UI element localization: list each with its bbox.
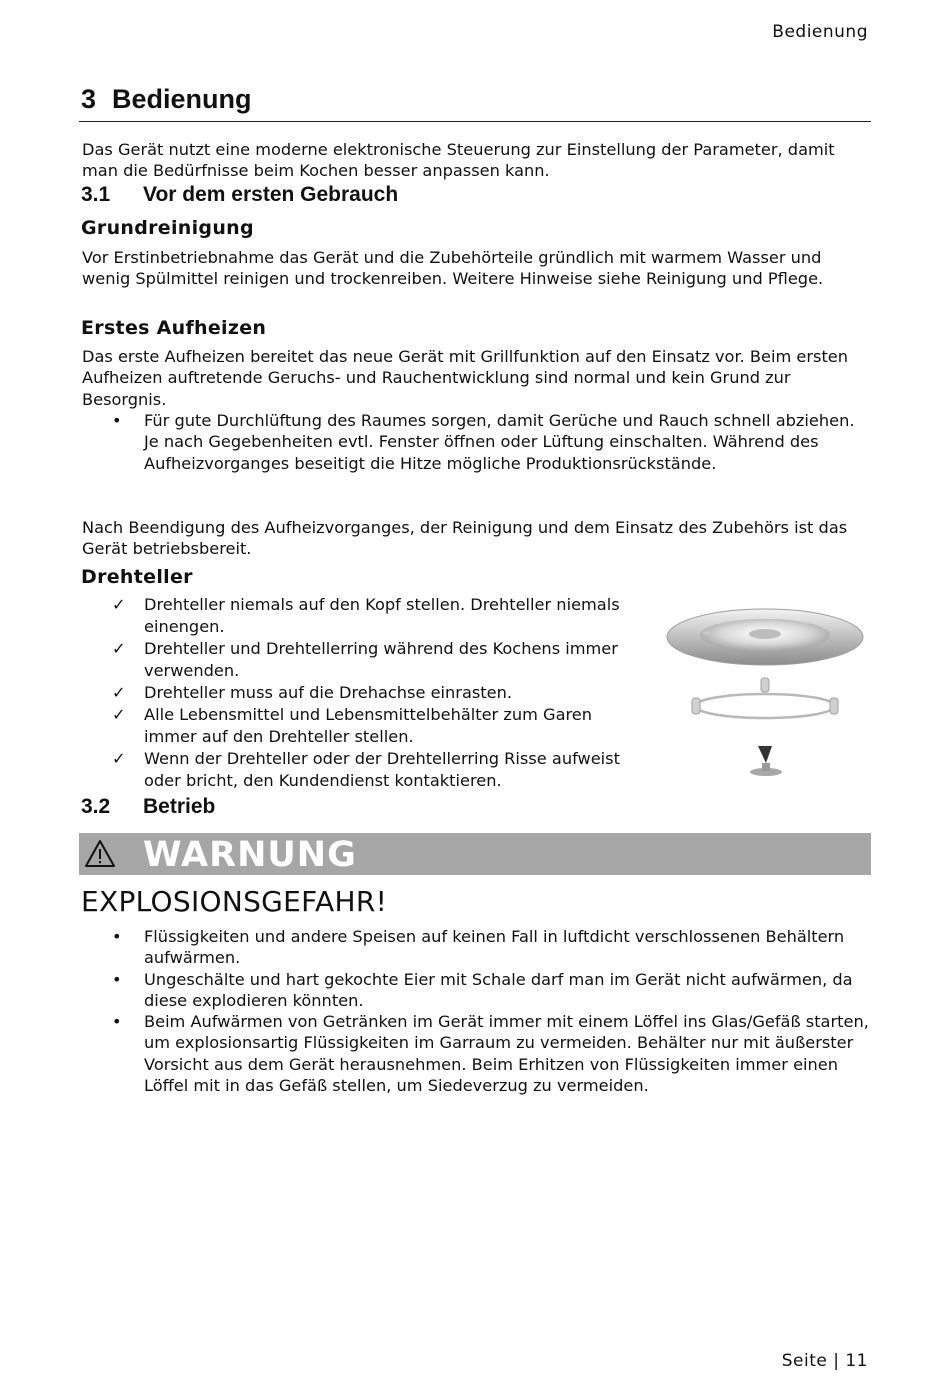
grundreinigung-text: Vor Erstinbetriebnahme das Gerät und die Zubehörteile gründlich mit warmem Wasser und wenig Spülmittel reinigen und trockenreiben. Weitere Hinweise siehe Reinigung und Pflege. [82, 248, 824, 289]
section-number: 3.2 [81, 795, 111, 818]
check-icon: ✓ [112, 749, 126, 768]
warning-label: WARNUNG [143, 835, 357, 875]
section-3-2-heading [81, 795, 215, 819]
check-icon: ✓ [112, 639, 126, 658]
glass-plate-icon [667, 609, 863, 665]
drehteller-heading: Drehteller [81, 566, 193, 588]
aufheizen-heading: Erstes Aufheizen [81, 317, 267, 339]
chapter-title: Bedienung [112, 84, 252, 114]
page-footer: Seite | 11 [781, 1351, 868, 1371]
chapter-number: 3 [81, 84, 97, 114]
list-item: ✓ Drehteller niemals auf den Kopf stellen. Drehteller niemals einengen. [112, 595, 620, 636]
aufheizen-bullet-list [82, 410, 872, 474]
drehteller-check-list [82, 594, 642, 792]
list-item: • Flüssigkeiten und andere Speisen auf keinen Fall in luftdicht verschlossenen Behältern aufwärmen. [82, 926, 872, 969]
list-item: ✓ Drehteller muss auf die Drehachse einrasten. [112, 683, 513, 702]
drive-shaft-icon [750, 746, 782, 776]
check-icon: ✓ [112, 705, 126, 724]
turntable-illustration [660, 600, 870, 785]
list-item: ✓ Drehteller und Drehtellerring während des Kochens immer verwenden. [112, 639, 618, 680]
list-item: ✓ Alle Lebensmittel und Lebensmittelbehälter zum Garen immer auf den Drehteller stellen. [112, 705, 593, 746]
roller-ring-icon [692, 678, 838, 718]
list-item: • Für gute Durchlüftung des Raumes sorgen, damit Gerüche und Rauch schnell abziehen. Je nach Gegebenheiten evtl. Fenster öffnen oder Lüftung einschalten. Während des Aufheizvorganges beseitigt die Hitze mögliche Produktionsrückstände. [82, 410, 872, 474]
grundreinigung-heading: Grundreinigung [81, 217, 254, 239]
aufheizen-after-text: Nach Beendigung des Aufheizvorganges, der Reinigung und dem Einsatz des Zubehörs ist das Gerät betriebsbereit. [82, 518, 848, 559]
list-item: • Ungeschälte und hart gekochte Eier mit Schale darf man im Gerät nicht aufwärmen, da diese explodieren könnten. [82, 969, 872, 1012]
check-icon: ✓ [112, 683, 126, 702]
aufheizen-text: Das erste Aufheizen bereitet das neue Gerät mit Grillfunktion auf den Einsatz vor. Beim ersten Aufheizen auftretende Geruchs- und Rauchentwicklung sind normal und kein Grund zur Besorgnis. [82, 347, 849, 409]
intro-paragraph: Das Gerät nutzt eine moderne elektronische Steuerung zur Einstellung der Parameter, damit man die Bedürfnisse beim Kochen besser anpassen kann. [82, 140, 835, 181]
warning-triangle-icon [84, 839, 116, 869]
section-title: Vor dem ersten Gebrauch [143, 183, 399, 206]
warning-subtitle: EXPLOSIONSGEFAHR! [81, 885, 388, 918]
section-3-1-heading [81, 183, 398, 207]
list-item: • Beim Aufwärmen von Getränken im Gerät immer mit einem Löffel ins Glas/Gefäß starten, um explosionsartig Flüssigkeiten im Garraum zu vermeiden. Behälter nur mit äußerster Vorsicht aus dem Gerät herausnehmen. Beim Erhitzen von Flüssigkeiten immer einen Löffel mit in das Gefäß stellen, um Siedeverzug zu vermeiden. [82, 1011, 872, 1096]
chapter-heading [81, 84, 252, 115]
section-number: 3.1 [81, 183, 111, 206]
warning-bullet-list [82, 926, 872, 1096]
chapter-rule [79, 121, 871, 122]
running-header: Bedienung [772, 22, 868, 42]
check-icon: ✓ [112, 595, 126, 614]
list-item: ✓ Wenn der Drehteller oder der Drehtellerring Risse aufweist oder bricht, den Kundendienst kontaktieren. [112, 749, 620, 790]
section-title: Betrieb [143, 795, 216, 818]
